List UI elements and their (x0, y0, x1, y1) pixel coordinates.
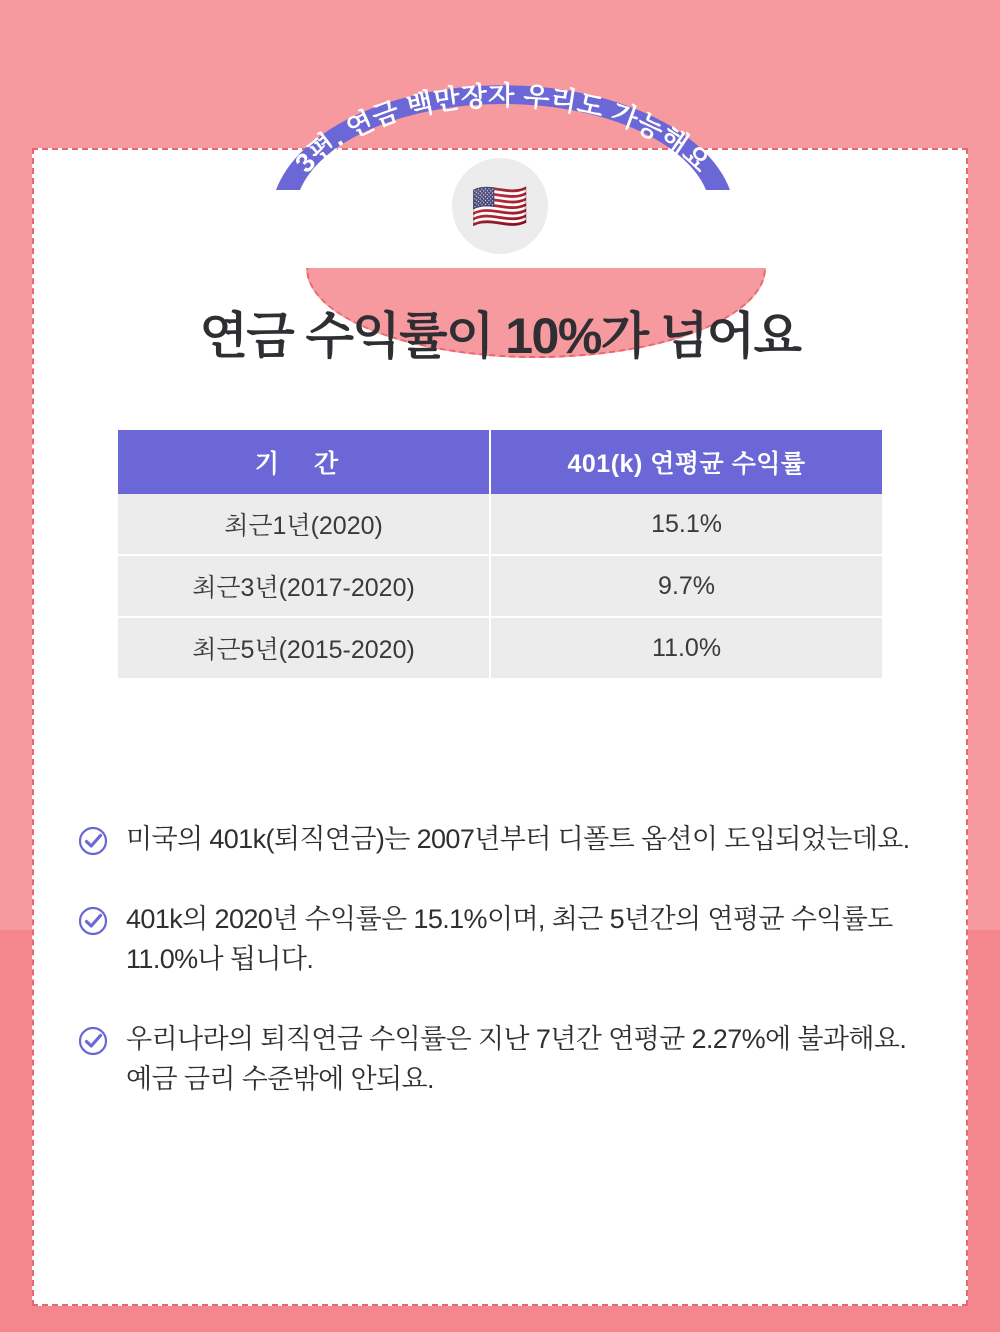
list-item (78, 1020, 928, 1100)
table-cell-period: 최근5년(2015-2020) (118, 617, 490, 678)
list-item-text: 401k의 2020년 수익률은 15.1%이며, 최근 5년간의 연평균 수익률도 11.0%나 됩니다. (126, 903, 893, 974)
table-header-row (118, 430, 882, 494)
table-row (118, 494, 882, 555)
table-cell-rate: 15.1% (490, 494, 882, 555)
table-cell-period: 최근1년(2020) (118, 494, 490, 555)
table-cell-rate: 9.7% (490, 555, 882, 617)
table-cell-period: 최근3년(2017-2020) (118, 555, 490, 617)
table-header-period-label: 기 간 (254, 450, 353, 478)
table-cell-rate: 11.0% (490, 617, 882, 678)
list-item (78, 820, 928, 860)
check-circle-icon (78, 906, 108, 936)
list-item-text: 우리나라의 퇴직연금 수익률은 지난 7년간 연평균 2.27%에 불과해요. 예금 금리 수준밖에 안되요. (126, 1023, 907, 1094)
list-item (78, 900, 928, 980)
returns-table (118, 430, 882, 678)
check-circle-icon (78, 826, 108, 856)
check-circle-icon (78, 1026, 108, 1056)
ribbon-label: 3편. 연금 백만장자 우리도 가능해요 (289, 80, 717, 179)
table-row (118, 617, 882, 678)
page-title: 연금 수익률이 10%가 넘어요 (199, 308, 801, 364)
table-header-rate: 401(k) 연평균 수익률 (490, 430, 882, 494)
table-header-period (118, 430, 490, 494)
bullet-list (78, 820, 928, 1140)
table-row (118, 555, 882, 617)
us-flag-badge (452, 158, 548, 254)
list-item-text: 미국의 401k(퇴직연금)는 2007년부터 디폴트 옵션이 도입되었는데요. (126, 824, 910, 854)
us-flag-icon: 🇺🇸 (471, 180, 529, 232)
